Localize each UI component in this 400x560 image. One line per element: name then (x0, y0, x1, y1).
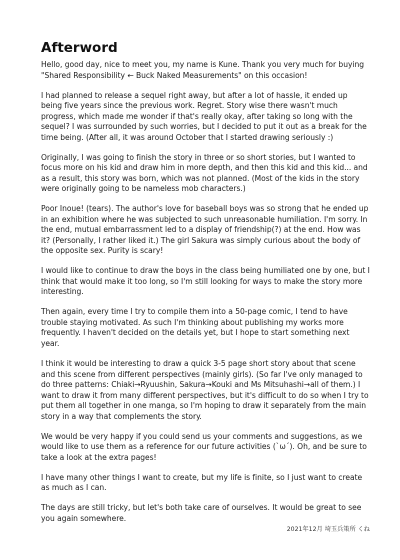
page-title: Afterword (41, 40, 118, 56)
paragraph-closing: The days are still tricky, but let's both take care of ourselves. It would be great to see you again somewhere. (41, 503, 362, 523)
paragraph-life-finite: I have many other things I want to create, but my life is finite, so I just want to create as much as I can. (41, 472, 363, 493)
paragraph-inoue: Poor Inoue! (tears). The author's love for baseball boys was so strong that he ended up in an exhibition where he was subjected to such unreasonable humiliation. I'm sorry. In the end, mutual embarrassment led to a display of friendship(?) at the end. How was it? (Personally, I rather liked it.) The girl Sakura was simply curious about the body of the opposite sex. Purity is scary! (41, 204, 369, 256)
paragraph-story-origin: Originally, I was going to finish the story in three or so short stories, but I wanted to focus more on his kid and draw him in more depth, and then this kid and this kid... and as a result, this story was born, which was not planned. (Most of the kids in the story were originally going to be nameless mob characters.) (41, 152, 368, 194)
paragraph-continue-drawing: I would like to continue to draw the boys in the class being humiliated one by one, but I think that would make it too long, so I'm still looking for ways to make the story more interesting. (41, 266, 370, 297)
paragraph-greeting: Hello, good day, nice to meet you, my name is Kune. Thank you very much for buying "Shared Responsibility ← Buck Naked Measurements" on this occasion! (41, 60, 364, 80)
signature-line: 2021年12月 埼玉兵策所 くね (286, 526, 370, 533)
paragraph-feedback: We would be very happy if you could send us your comments and suggestions, as we would like to use them as a reference for our future activities (`ω´). Oh, and be sure to take a look at the extra pages! (41, 431, 367, 462)
paragraph-publishing-plans: Then again, every time I try to compile them into a 50-page comic, I tend to have trouble staying motivated. As such I'm thinking about publishing my works more frequently. I haven't decided on the details yet, but I hope to start something next year. (41, 307, 350, 348)
paragraph-sequel-delay: I had planned to release a sequel right away, but after a lot of hassle, it ended up being five years since the previous work. Regret. Story wise there wasn't much progress, which made me wonder if that's really okay, after taking so long with the sequel? I was surrounded by such worries, but I decided to put it out as a break for the time being. (After all, it was around October that I started drawing seriously :) (41, 90, 367, 142)
paragraph-perspectives: I think it would be interesting to draw a quick 3-5 page short story about that scene and this scene from different perspectives (mainly girls). (So far I've only managed to do three patterns: Chiaki→Ryuushin, Sakura→Kouki and Ms Mitsuhashi→all of them.) I want to draw it from many different perspectives, but it's difficult to do so when I try to put them all together in one manga, so I'm hoping to draw it separately from the main story in a way that complements the story. (41, 359, 369, 421)
